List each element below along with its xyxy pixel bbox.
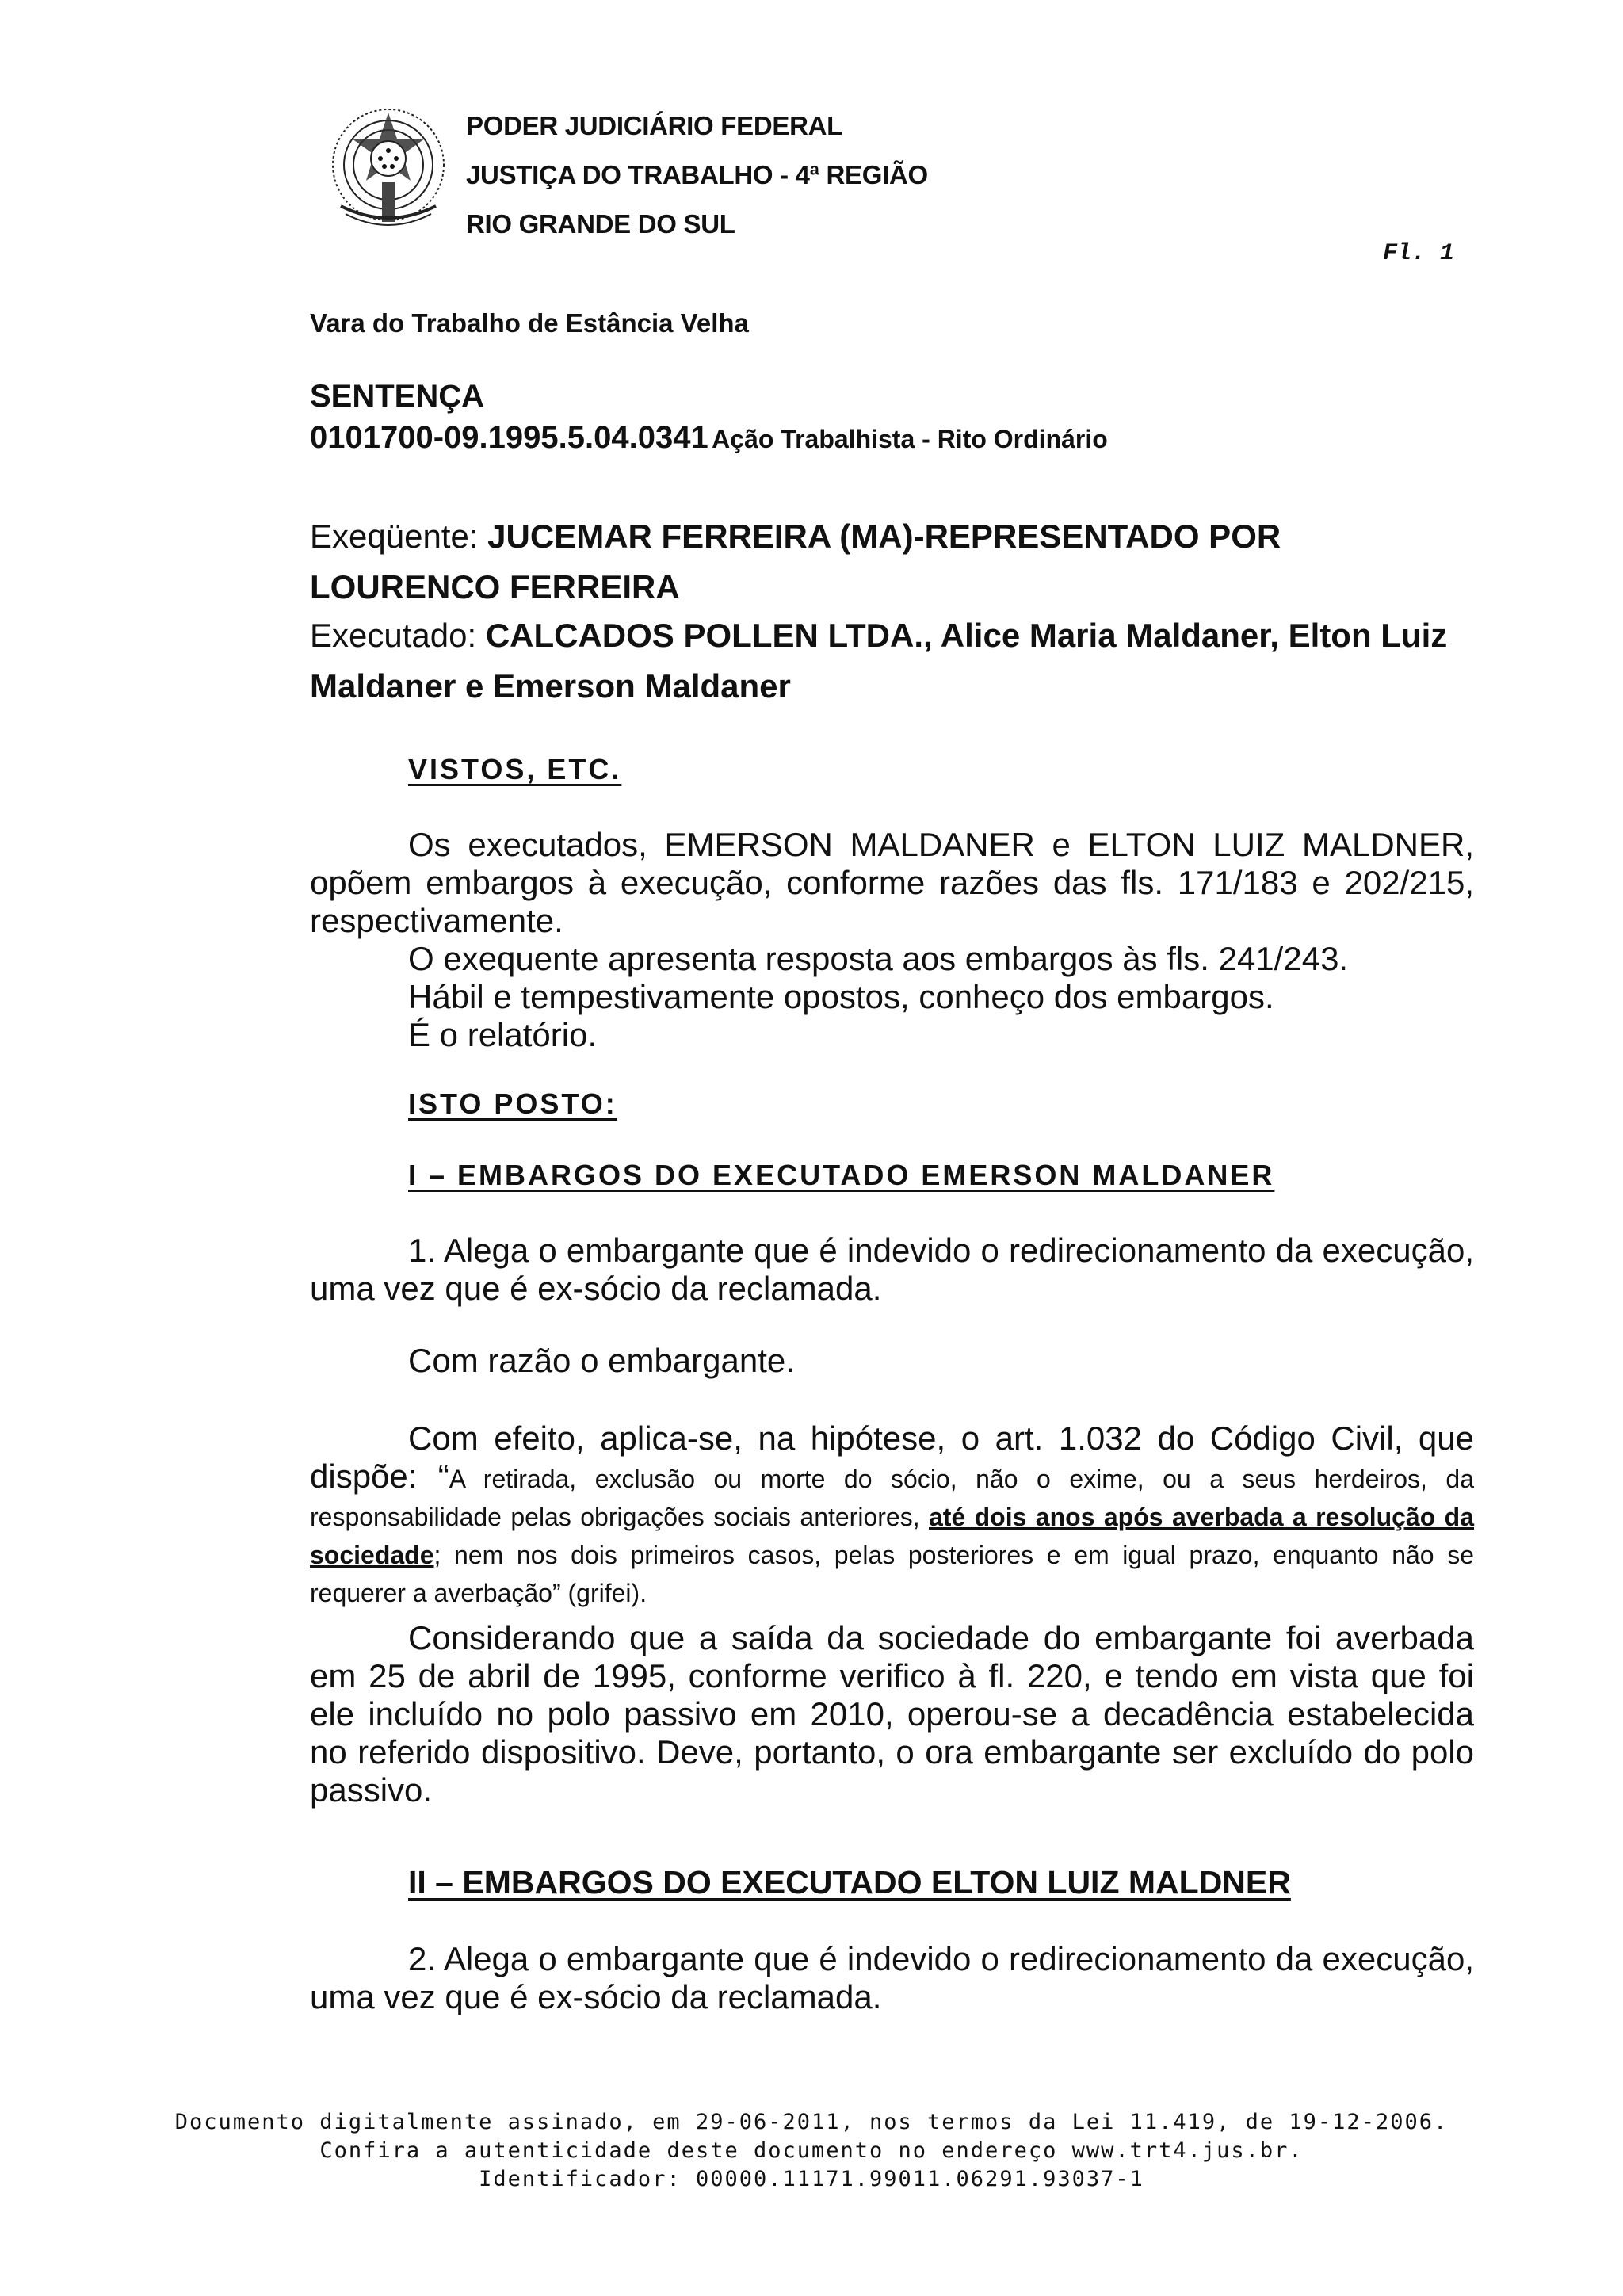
section-2-paragraph-1: 2. Alega o embargante que é indevido o redirecionamento da execução, uma vez que é ex-sócio da reclamada. bbox=[310, 1940, 1474, 2015]
section-1-paragraph-1: 1. Alega o embargante que é indevido o redirecionamento da execução, uma vez que é ex-sócio da reclamada. bbox=[310, 1232, 1474, 1307]
header-line-justica-trabalho: JUSTIÇA DO TRABALHO - 4ª REGIÃO bbox=[466, 160, 928, 189]
exequente-name: JUCEMAR FERREIRA (MA)-REPRESENTADO POR LOURENCO FERREIRA bbox=[310, 518, 1281, 606]
footer-authenticity-line: Confira a autenticidade deste documento no endereço www.trt4.jus.br. bbox=[319, 2138, 1304, 2163]
footer-identifier-line: Identificador: 00000.11171.99011.06291.93037-1 bbox=[479, 2167, 1144, 2191]
quote-text-b: ; nem nos dois primeiros casos, pelas posteriores e em igual prazo, enquanto não se requerer a averbação” (grifei). bbox=[310, 1541, 1474, 1607]
report-paragraph-1: Os executados, EMERSON MALDANER e ELTON LUIZ MALDNER, opõem embargos à execução, conforme razões das fls. 171/183 e 202/215, respectivamente. bbox=[310, 826, 1474, 939]
page-title: SENTENÇA bbox=[310, 379, 485, 414]
process-number: 0101700-09.1995.5.04.0341 bbox=[310, 420, 708, 455]
process-action: Ação Trabalhista - Rito Ordinário bbox=[712, 425, 1108, 453]
vistos-heading: VISTOS, ETC. bbox=[408, 753, 622, 785]
article-intro: Com efeito, aplica-se, na hipótese, o art. 1.032 do Código Civil, que dispõe: “ bbox=[310, 1419, 1474, 1495]
executado-block bbox=[310, 610, 1475, 712]
page-marker: Fl. 1 bbox=[1383, 240, 1455, 267]
exequente-block bbox=[310, 511, 1475, 613]
section-2-heading: II – EMBARGOS DO EXECUTADO ELTON LUIZ MALDNER bbox=[408, 1864, 1291, 1901]
header-line-poder-judiciario: PODER JUDICIÁRIO FEDERAL bbox=[466, 111, 843, 140]
isto-posto-heading: ISTO POSTO: bbox=[408, 1087, 617, 1120]
footer-signature-line: Documento digitalmente assinado, em 29-06-2011, nos termos da Lei 11.419, de 19-12-2006. bbox=[174, 2110, 1449, 2134]
header-line-estado: RIO GRANDE DO SUL bbox=[466, 209, 735, 239]
exequente-label: Exeqüente: bbox=[310, 518, 488, 555]
section-1-heading: I – EMBARGOS DO EXECUTADO EMERSON MALDANER bbox=[408, 1159, 1275, 1191]
executado-name: CALCADOS POLLEN LTDA., Alice Maria Maldaner, Elton Luiz Maldaner e Emerson Maldaner bbox=[310, 617, 1448, 705]
report-paragraph-4: É o relatório. bbox=[408, 1016, 598, 1053]
court-name: Vara do Trabalho de Estância Velha bbox=[310, 308, 749, 338]
report-paragraph-3: Hábil e tempestivamente opostos, conheço dos embargos. bbox=[408, 978, 1274, 1015]
report-paragraph-2: O exequente apresenta resposta aos embargos às fls. 241/243. bbox=[408, 940, 1349, 977]
executado-label: Executado: bbox=[310, 617, 486, 654]
section-1-paragraph-3 bbox=[310, 1419, 1474, 1610]
quote-text-a: A retirada, exclusão ou morte do sócio, não o exime, ou a seus herdeiros, da responsabilidade pelas obrigações sociais anteriores, bbox=[310, 1465, 1475, 1531]
process-line bbox=[310, 420, 1108, 456]
brasao-emblem-icon bbox=[317, 95, 460, 238]
section-1-paragraph-2: Com razão o embargante. bbox=[408, 1342, 795, 1379]
section-1-paragraph-4: Considerando que a saída da sociedade do embargante foi averbada em 25 de abril de 1995, conforme verifico à fl. 220, e tendo em vista que foi ele incluído no polo passivo em 2010, operou-se a decadência estabelecida no referido dispositivo. Deve, portanto, o ora embargante ser excluído do polo passivo. bbox=[310, 1619, 1474, 1809]
quote-highlight: até dois anos após averbada a resolução da sociedade bbox=[310, 1503, 1475, 1569]
